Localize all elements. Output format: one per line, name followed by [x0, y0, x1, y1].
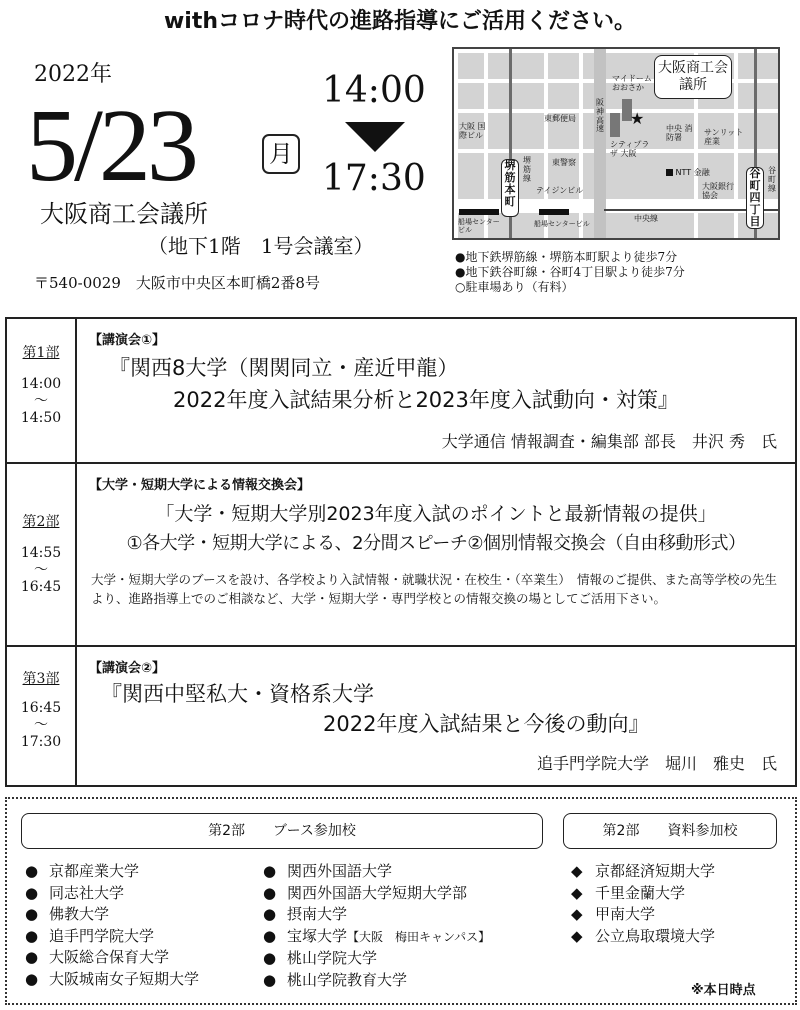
as-of-note: ※本日時点	[691, 983, 756, 998]
event-year: 2022年	[34, 62, 112, 87]
map-label: 船場センター ビル	[458, 218, 500, 234]
start-time: 14:00	[322, 70, 426, 111]
session-label: 【大学・短期大学による情報交換会】	[89, 478, 311, 493]
venue-room: （地下1階 1号会議室）	[148, 234, 374, 258]
map-label: テイジンビル	[536, 186, 584, 195]
list-item: 千里金蘭大学	[595, 883, 686, 902]
session-title: 2022年度入試結果分析と2023年度入試動向・対策』	[173, 388, 679, 412]
material-header: 第2部 資料参加校	[563, 813, 777, 849]
map-label: 中央線	[634, 214, 658, 223]
booth-list-1: ● 京都産業大学 ● 同志社大学 ● 佛教大学 ● 追手門学院大学 ● 大阪総合保育大学 ● 大阪城南女子短期大学	[25, 862, 200, 988]
session-speaker: 追手門学院大学 堀川 雅史 氏	[536, 754, 777, 773]
campus-note: 【大阪 梅田キャンパス】	[347, 929, 491, 944]
list-item: 桃山学院大学	[287, 949, 378, 967]
map-label: 阪神高速	[596, 98, 604, 134]
list-item: 関西外国語大学	[287, 862, 393, 880]
station-tanimachi4: 谷町四丁目	[746, 167, 764, 229]
map-callout: 大阪商工会議所	[654, 55, 732, 99]
star-icon: ★	[630, 109, 645, 128]
session-title: 2022年度入試結果と今後の動向』	[323, 712, 650, 736]
map-label: 堺筋線	[523, 156, 531, 183]
access-note: ●地下鉄堺筋線・堺筋本町駅より徒歩7分	[455, 250, 678, 264]
map-label: 東警察	[552, 158, 576, 167]
session-end: 17:30	[20, 734, 62, 750]
map-label: 船場センタービル	[534, 220, 590, 228]
list-item: 宝塚大学	[287, 926, 348, 945]
station-sakaisuji-hommachi: 堺筋本町	[501, 159, 519, 217]
session-part: 第2部	[22, 514, 60, 530]
list-item: 同志社大学	[49, 883, 125, 902]
material-list: ◆ 京都経済短期大学 ◆ 千里金蘭大学 ◆ 甲南大学 ◆ 公立鳥取環境大学	[571, 862, 716, 945]
access-note: ○駐車場あり（有料）	[455, 280, 574, 294]
map-label: 中央 消防署	[666, 124, 693, 142]
program-table	[5, 317, 797, 787]
list-item: 大阪城南女子短期大学	[49, 969, 200, 988]
session-label: 【講演会②】	[89, 661, 166, 676]
list-item: 佛教大学	[49, 905, 110, 923]
session-title: 『関西8大学（関関同立・産近甲龍）	[109, 356, 459, 380]
venue-name: 大阪商工会議所	[40, 200, 208, 228]
map-label: 大阪 国際ビル	[459, 122, 486, 140]
session-description: 大学・短期大学のブースを設け、各学校より入試情報・就職状況・在校生・（卒業生） 情報のご提供、また高等学校の先生より、進路指導上でのご相談など、大学・短期大学・専門学校との情報交換の場としてご活用下さい。	[91, 572, 778, 606]
map-label: NTT 金融	[675, 168, 710, 177]
map-label: 大阪銀行 協会	[702, 182, 734, 200]
session-title: 『関西中堅私大・資格系大学	[101, 682, 374, 706]
session-3	[7, 647, 795, 787]
list-item: 京都産業大学	[49, 862, 140, 880]
session-label: 【講演会①】	[89, 333, 166, 348]
map-label: マイドーム おおさか	[612, 74, 652, 92]
session-2	[7, 464, 795, 647]
map-label: 東郵便局	[544, 114, 576, 123]
list-item: 大阪総合保育大学	[49, 948, 170, 966]
session-end: 14:50	[20, 410, 62, 426]
session-1	[7, 319, 795, 464]
session-tilde: ～	[34, 562, 48, 578]
list-item: 公立鳥取環境大学	[595, 926, 716, 945]
list-item: 甲南大学	[595, 905, 656, 923]
session-part: 第1部	[22, 345, 60, 361]
map-label: 谷町線	[768, 166, 776, 193]
access-map	[452, 47, 780, 240]
session-start: 14:55	[20, 545, 62, 561]
map-label: サンリット 産業	[704, 128, 744, 146]
booth-list-2: ● 関西外国語大学 ● 関西外国語大学短期大学部 ● 摂南大学 ● 宝塚大学【大阪 梅田キャンパス】 ● 桃山学院大学 ● 桃山学院教育大学	[263, 862, 491, 989]
list-item: 関西外国語大学短期大学部	[287, 883, 468, 902]
booth-header: 第2部 ブース参加校	[21, 813, 543, 849]
access-notes	[455, 250, 685, 295]
venue-address: 〒540-0029 大阪市中央区本町橋2番8号	[34, 274, 320, 292]
list-item: 桃山学院教育大学	[287, 970, 408, 989]
session-tilde: ～	[34, 393, 48, 409]
end-time: 17:30	[322, 158, 426, 199]
session-part: 第3部	[22, 671, 60, 687]
session-tilde: ～	[34, 717, 48, 733]
session-title: 「大学・短期大学別2023年度入試のポイントと最新情報の提供」	[155, 503, 717, 525]
triangle-down-icon	[345, 122, 405, 152]
session-end: 16:45	[20, 579, 62, 595]
list-item: 追手門学院大学	[49, 926, 155, 945]
page-title: withコロナ時代の進路指導にご活用ください。	[163, 9, 637, 34]
session-title: ①各大学・短期大学による、2分間スピーチ②個別情報交換会（自由移動形式）	[126, 533, 746, 554]
session-speaker: 大学通信 情報調査・編集部 部長 井沢 秀 氏	[441, 432, 777, 451]
session-start: 14:00	[20, 376, 62, 392]
participants-box	[5, 797, 797, 1005]
event-date: 5/23	[26, 88, 195, 203]
session-start: 16:45	[20, 700, 62, 716]
list-item: 京都経済短期大学	[595, 862, 716, 880]
event-weekday: 月	[262, 134, 300, 174]
list-item: 摂南大学	[287, 905, 348, 923]
map-label: シティプラザ 大阪	[610, 140, 650, 158]
access-note: ●地下鉄谷町線・谷町4丁目駅より徒歩7分	[455, 265, 685, 279]
